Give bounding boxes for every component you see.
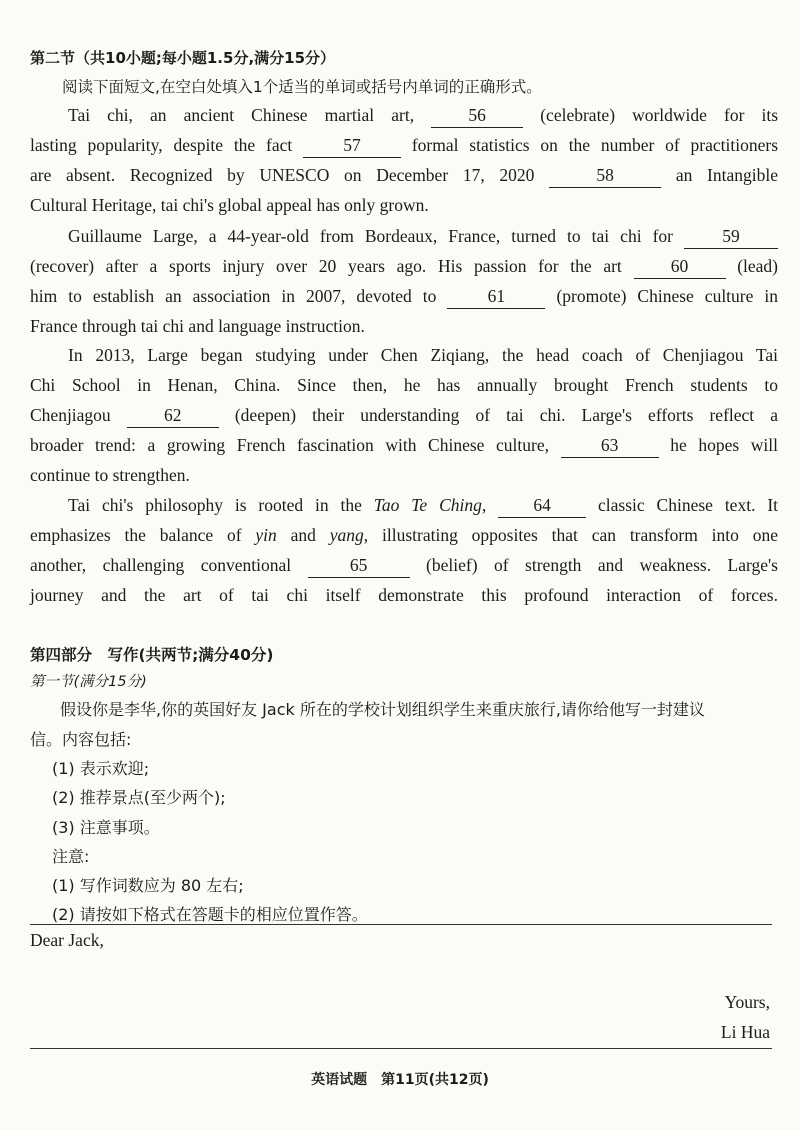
page-footer: 英语试题 第11页(共12页) xyxy=(311,1072,489,1088)
blank-60[interactable]: 60 xyxy=(634,256,726,279)
content-item-2: (2) 推荐景点(至少两个); xyxy=(52,788,226,807)
text: (promote) Chinese culture in xyxy=(556,286,779,306)
passage-paragraph-4 xyxy=(30,490,778,610)
text: lasting popularity, despite the fact xyxy=(30,135,293,155)
text: France through tai chi and language instruction. xyxy=(30,316,365,336)
text: , illustrating opposites that can transform into one xyxy=(363,525,779,545)
text: In 2013, Large began studying under Chen Ziqiang, the head coach of Chenjiagou Tai xyxy=(68,345,778,365)
blank-58[interactable]: 58 xyxy=(549,165,661,188)
instruction: 阅读下面短文,在空白处填入1个适当的单词或括号内单词的正确形式。 xyxy=(62,78,542,96)
note-label: 注意: xyxy=(52,847,90,866)
note-item-1: (1) 写作词数应为 80 左右; xyxy=(52,876,244,895)
text: Chenjiagou xyxy=(30,405,111,425)
text: broader trend: a growing French fascination with Chinese culture, xyxy=(30,435,550,455)
text: classic Chinese text. It xyxy=(598,495,779,515)
text: Tai chi, an ancient Chinese martial art, xyxy=(68,105,415,125)
text: he hopes will xyxy=(670,435,779,455)
term-yin: yin xyxy=(255,525,277,545)
text: and xyxy=(290,525,316,545)
text: are absent. Recognized by UNESCO on December 17, 2020 xyxy=(30,165,535,185)
text: emphasizes the balance of xyxy=(30,525,242,545)
blank-57[interactable]: 57 xyxy=(303,135,401,158)
section-header: 第二节（共10小题;每小题1.5分,满分15分） xyxy=(30,49,336,67)
text: him to establish an association in 2007, devoted to xyxy=(30,286,437,306)
text: an Intangible xyxy=(675,165,778,185)
blank-56[interactable]: 56 xyxy=(431,105,523,128)
note-item-2: (2) 请按如下格式在答题卡的相应位置作答。 xyxy=(52,905,368,924)
text: Guillaume Large, a 44-year-old from Bordeaux, France, turned to tai chi for xyxy=(68,226,673,246)
passage-paragraph-2 xyxy=(30,221,778,341)
letter-greeting: Dear Jack, xyxy=(30,930,104,950)
passage-paragraph-1 xyxy=(30,100,778,220)
part4-header: 第四部分 写作(共两节;满分40分) xyxy=(30,646,274,664)
text: formal statistics on the number of practitioners xyxy=(411,135,778,155)
text: continue to strengthen. xyxy=(30,465,190,485)
text: journey and the art of tai chi itself demonstrate this profound interaction of forces. xyxy=(30,585,778,605)
blank-65[interactable]: 65 xyxy=(308,555,410,578)
blank-59[interactable]: 59 xyxy=(684,226,778,249)
text: Chi School in Henan, China. Since then, he has annually brought French students to xyxy=(30,375,778,395)
section1-header: 第一节(满分15分) xyxy=(30,674,147,690)
passage-paragraph-3 xyxy=(30,340,778,490)
text: another, challenging conventional xyxy=(30,555,292,575)
content-item-3: (3) 注意事项。 xyxy=(52,818,160,837)
text: (recover) after a sports injury over 20 years ago. His passion for the art xyxy=(30,256,622,276)
letter-closing: Yours, xyxy=(724,992,770,1012)
text: (deepen) their understanding of tai chi. Large's efforts reflect a xyxy=(234,405,778,425)
blank-64[interactable]: 64 xyxy=(498,495,586,518)
text: (celebrate) worldwide for its xyxy=(540,105,779,125)
text: (lead) xyxy=(737,256,779,276)
text: Tai chi's philosophy is rooted in the xyxy=(68,495,362,515)
writing-prompt-line2: 信。内容包括: xyxy=(30,730,132,749)
blank-62[interactable]: 62 xyxy=(127,405,219,428)
letter-signature: Li Hua xyxy=(720,1022,770,1042)
content-item-1: (1) 表示欢迎; xyxy=(52,759,150,778)
book-title: Tao Te Ching xyxy=(373,495,482,515)
text: Cultural Heritage, tai chi's global appeal has only grown. xyxy=(30,195,429,215)
divider-bottom xyxy=(30,1048,772,1049)
divider-top xyxy=(30,924,772,925)
term-yang: yang xyxy=(329,525,364,545)
blank-61[interactable]: 61 xyxy=(447,286,545,309)
text: , xyxy=(481,495,487,515)
writing-prompt-line1: 假设你是李华,你的英国好友 Jack 所在的学校计划组织学生来重庆旅行,请你给他写一封建议 xyxy=(60,700,705,719)
blank-63[interactable]: 63 xyxy=(561,435,659,458)
text: (belief) of strength and weakness. Large's xyxy=(426,555,778,575)
